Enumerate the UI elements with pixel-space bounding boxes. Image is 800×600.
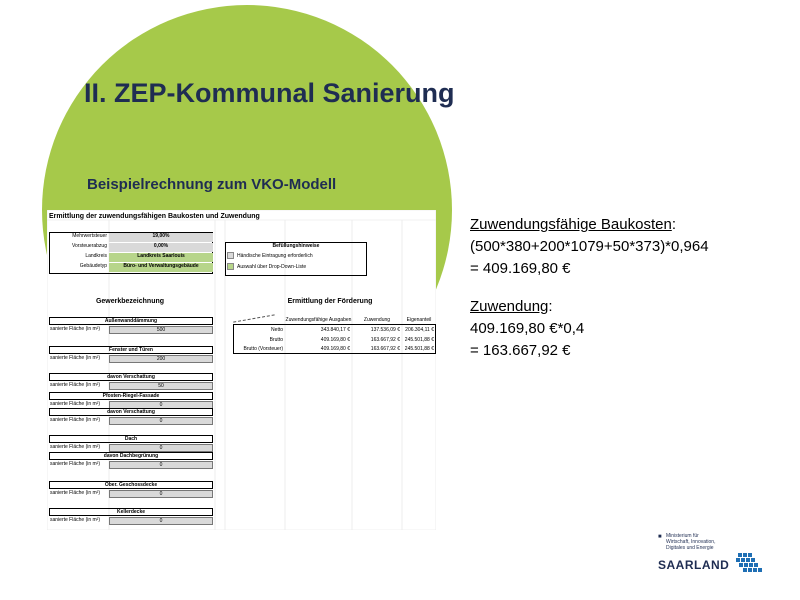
gewerk-row-value[interactable]: 0 — [109, 417, 213, 425]
saarland-logo — [648, 533, 778, 578]
gewerk-name: Fenster und Türen — [49, 346, 213, 354]
logo-saarland-text: SAARLAND — [658, 558, 730, 572]
logo-ministry-text — [666, 533, 715, 551]
foerder-cell: 163.667,92 € — [370, 337, 400, 343]
gewerk-title: Gewerkbezeichnung — [95, 298, 165, 305]
gewerk-row-value[interactable]: 0 — [109, 490, 213, 498]
gewerk-name: Ober. Geschossdecke — [49, 481, 213, 489]
zuwendung-label: Zuwendung — [470, 298, 549, 315]
zuwendung-heading — [470, 298, 553, 315]
hint-swatch-green — [227, 263, 234, 270]
gewerk-name: Kellerdecke — [49, 508, 213, 516]
gewerk-row-label: sanierte Fläche (in m²) — [50, 401, 101, 407]
foerder-cell: 409.169,80 € — [320, 337, 350, 343]
foerder-cell: 343.840,17 € — [320, 327, 350, 333]
param-value: 19,00% — [109, 233, 213, 242]
gewerk-name: davon Verschattung — [49, 408, 213, 416]
gewerk-name: Pfosten-Riegel-Fassade — [49, 392, 213, 400]
param-label: Mehrwertsteuer — [72, 233, 107, 239]
gewerk-name: davon Verschattung — [49, 373, 213, 381]
gewerk-row-label: sanierte Fläche (in m²) — [50, 444, 101, 450]
hint-item: Auswahl über Drop-Down-Liste — [237, 264, 307, 270]
gewerk-row-label: sanierte Fläche (in m²) — [50, 490, 101, 496]
logo-line: Ministerium für — [666, 533, 699, 539]
param-label: Vorsteuerabzug — [71, 243, 107, 249]
gewerk-row-value[interactable]: 0 — [109, 401, 213, 409]
gewerk-row-value[interactable]: 0 — [109, 517, 213, 525]
baukosten-result: = 409.169,80 € — [470, 260, 571, 277]
gewerk-row-value[interactable]: 200 — [109, 355, 213, 363]
gewerk-row-label: sanierte Fläche (in m²) — [50, 417, 101, 423]
foerder-row-label: Brutto — [269, 337, 283, 343]
baukosten-label: Zuwendungsfähige Baukosten — [470, 216, 672, 233]
gewerk-row-label: sanierte Fläche (in m²) — [50, 382, 101, 388]
foerder-title: Ermittlung der Förderung — [287, 298, 373, 305]
gewerk-row-label: sanierte Fläche (in m²) — [50, 517, 101, 523]
gewerk-row-label: sanierte Fläche (in m²) — [50, 355, 101, 361]
baukosten-heading — [470, 216, 676, 233]
gewerk-row-value[interactable]: 500 — [109, 326, 213, 334]
gewerk-row-label: sanierte Fläche (in m²) — [50, 326, 101, 332]
hint-swatch-grey — [227, 252, 234, 259]
zuwendung-result: = 163.667,92 € — [470, 342, 571, 359]
gewerk-row-value[interactable]: 50 — [109, 382, 213, 390]
sheet-header: Ermittlung der zuwendungsfähigen Baukosten und Zuwendung — [49, 213, 260, 220]
zuwendung-formula: 409.169,80 €*0,4 — [470, 320, 585, 337]
foerder-cell: 206.304,11 € — [405, 327, 434, 333]
gewerk-name: Außenwanddämmung — [49, 317, 213, 325]
param-value: 0,00% — [109, 243, 213, 252]
foerder-cell: 137.536,09 € — [370, 327, 400, 333]
gewerk-row-label: sanierte Fläche (in m²) — [50, 461, 101, 467]
param-label: Gebäudetyp — [79, 263, 107, 269]
foerder-header: Eigenanteil — [406, 317, 432, 323]
gewerk-name: davon Dachbegrünung — [49, 452, 213, 460]
gewerk-name: Dach — [49, 435, 213, 443]
foerder-header: Zuwendung — [363, 317, 391, 323]
gewerk-row-value[interactable]: 0 — [109, 444, 213, 452]
zuwendung-colon: : — [548, 298, 553, 315]
slide-subtitle: Beispielrechnung zum VKO-Modell — [87, 176, 337, 193]
hint-item: Händische Eintragung erforderlich — [237, 253, 313, 259]
foerder-cell: 245.501,88 € — [404, 337, 434, 343]
slide-title: II. ZEP-Kommunal Sanierung — [84, 78, 455, 108]
foerder-row-label: Brutto (Vorsteuer) — [243, 346, 283, 352]
param-label: Landkreis — [85, 253, 107, 259]
hints-title: Befüllungshinweise — [272, 243, 320, 249]
foerder-cell: 245.501,88 € — [404, 346, 434, 352]
baukosten-colon: : — [671, 216, 676, 233]
foerder-row-label: Netto — [271, 327, 283, 333]
foerder-header: Zuwendungsfähige Ausgaben — [285, 317, 352, 323]
logo-dot-icon: ■ — [658, 534, 662, 540]
baukosten-formula: (500*380+200*1079+50*373)*0,964 — [470, 238, 709, 255]
spreadsheet-image — [47, 210, 436, 530]
foerder-cell: 163.667,92 € — [370, 346, 400, 352]
logo-line: Digitales und Energie — [666, 545, 714, 551]
gewerk-row-value[interactable]: 0 — [109, 461, 213, 469]
foerder-cell: 409.169,80 € — [320, 346, 350, 352]
logo-line: Wirtschaft, Innovation, — [666, 539, 716, 545]
saarland-map-icon — [734, 551, 770, 575]
param-value: Büro- und Verwaltungsgebäude — [109, 263, 213, 272]
param-value: Landkreis Saarlouis — [109, 253, 213, 262]
